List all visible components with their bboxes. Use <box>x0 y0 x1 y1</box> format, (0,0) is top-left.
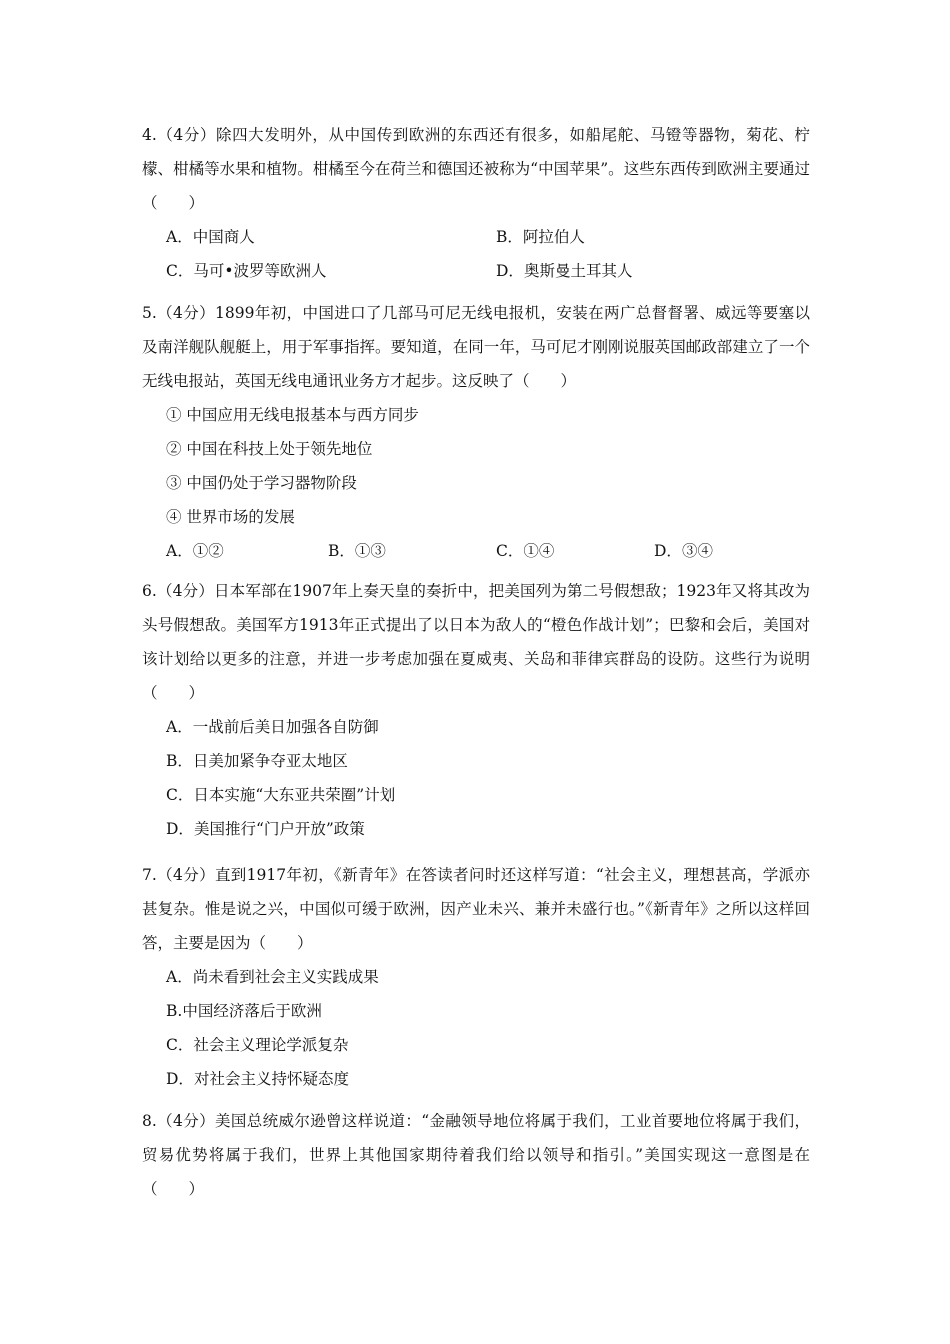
option-text: 尚未看到社会主义实践成果 <box>192 968 379 986</box>
option-text: 社会主义理论学派复杂 <box>193 1036 349 1054</box>
option-key: D． <box>166 1070 194 1088</box>
question-7-number: 7. <box>142 866 157 884</box>
question-5-option-c[interactable] <box>496 534 554 568</box>
question-5 <box>142 296 810 568</box>
question-5-text: （4分）1899年初，中国进口了几部马可尼无线电报机，安装在两广总督督署、威远等要塞以及南洋舰队舰艇上，用于军事指挥。要知道，在同一年，马可尼才刚刚说服英国邮政部建立了一个无线电报站，英国无线电通讯业务方才起步。这反映了（ ） <box>142 304 810 390</box>
question-4 <box>142 118 810 288</box>
option-key: B. <box>166 1002 183 1020</box>
question-7-option-b[interactable] <box>166 994 810 1028</box>
question-7-option-c[interactable] <box>166 1028 810 1062</box>
question-5-option-b[interactable] <box>328 534 386 568</box>
option-key: D． <box>166 820 194 838</box>
question-8-number: 8. <box>142 1112 157 1130</box>
question-4-options-row-1 <box>166 220 810 254</box>
option-text: ①③ <box>354 542 386 560</box>
option-text: 日美加紧争夺亚太地区 <box>192 752 348 770</box>
option-text: 日本实施“大东亚共荣圈”计划 <box>193 786 396 804</box>
option-key: C． <box>166 1036 194 1054</box>
option-text: 美国推行“门户开放”政策 <box>193 820 365 838</box>
question-6-text: （4分）日本军部在1907年上奏天皇的奏折中，把美国列为第二号假想敌；1923年又将其改为头号假想敌。美国军方1913年正式提出了以日本为敌人的“橙色作战计划”；巴黎和会后，美国对该计划给以更多的注意，并进一步考虑加强在夏威夷、关岛和菲律宾群岛的设防。这些行为说明（ ） <box>142 582 810 702</box>
option-text: 一战前后美日加强各自防御 <box>192 718 379 736</box>
option-key: D． <box>496 262 524 280</box>
question-7 <box>142 858 810 1096</box>
question-5-options-row <box>166 534 810 568</box>
question-5-item-2: ② 中国在科技上处于领先地位 <box>166 440 373 458</box>
option-text: ①④ <box>523 542 555 560</box>
question-4-text: （4分）除四大发明外，从中国传到欧洲的东西还有很多，如船尾舵、马镫等器物，菊花、柠檬、柑橘等水果和植物。柑橘至今在荷兰和德国还被称为“中国苹果”。这些东西传到欧洲主要通过（ ） <box>142 126 810 212</box>
question-6-option-d[interactable] <box>166 812 810 846</box>
question-4-option-d[interactable] <box>496 254 632 288</box>
question-8-text: （4分）美国总统威尔逊曾这样说道：“金融领导地位将属于我们，工业首要地位将属于我们，贸易优势将属于我们，世界上其他国家期待着我们给以领导和指引。”美国实现这一意图是在（ ） <box>142 1112 810 1198</box>
question-4-stem <box>142 118 810 220</box>
question-4-option-c[interactable] <box>166 254 327 288</box>
question-6-option-a[interactable] <box>166 710 810 744</box>
question-7-option-a[interactable] <box>166 960 810 994</box>
option-key: D． <box>654 542 682 560</box>
question-8 <box>142 1104 810 1206</box>
option-key: B． <box>328 542 355 560</box>
option-key: A． <box>166 542 193 560</box>
option-key: B． <box>496 228 523 246</box>
question-6-option-c[interactable] <box>166 778 810 812</box>
question-4-options-row-2 <box>166 254 810 288</box>
option-text: 中国经济落后于欧洲 <box>182 1002 322 1020</box>
question-4-number: 4. <box>142 126 157 144</box>
option-text: 奥斯曼土耳其人 <box>523 262 633 280</box>
question-5-number: 5. <box>142 304 157 322</box>
question-7-text: （4分）直到1917年初，《新青年》在答读者问时还这样写道：“社会主义，理想甚高，学派亦甚复杂。惟是说之兴，中国似可缓于欧洲，因产业未兴、兼并未盛行也。”《新青年》之所以这样回答，主要是因为（ ） <box>142 866 810 952</box>
option-key: B． <box>166 752 193 770</box>
question-7-option-d[interactable] <box>166 1062 810 1096</box>
option-key: A． <box>166 228 193 246</box>
option-key: A． <box>166 968 193 986</box>
question-7-stem <box>142 858 810 960</box>
question-6 <box>142 574 810 846</box>
question-5-stem <box>142 296 810 398</box>
question-6-number: 6. <box>142 582 157 600</box>
question-6-stem <box>142 574 810 710</box>
option-key: C． <box>496 542 524 560</box>
question-4-option-a[interactable] <box>166 220 255 254</box>
question-8-stem <box>142 1104 810 1206</box>
question-5-option-a[interactable] <box>166 534 224 568</box>
option-key: C． <box>166 262 194 280</box>
option-text: 阿拉伯人 <box>522 228 585 246</box>
option-text: ①② <box>192 542 224 560</box>
question-5-item-3: ③ 中国仍处于学习器物阶段 <box>166 474 357 492</box>
option-text: 中国商人 <box>192 228 255 246</box>
option-key: A． <box>166 718 193 736</box>
option-text: 马可•波罗等欧洲人 <box>193 262 327 280</box>
option-key: C． <box>166 786 194 804</box>
question-5-item-1: ① 中国应用无线电报基本与西方同步 <box>166 406 419 424</box>
question-5-option-d[interactable] <box>654 534 713 568</box>
question-5-item-4: ④ 世界市场的发展 <box>166 508 295 526</box>
option-text: ③④ <box>681 542 713 560</box>
option-text: 对社会主义持怀疑态度 <box>193 1070 349 1088</box>
question-6-option-b[interactable] <box>166 744 810 778</box>
question-4-option-b[interactable] <box>496 220 585 254</box>
